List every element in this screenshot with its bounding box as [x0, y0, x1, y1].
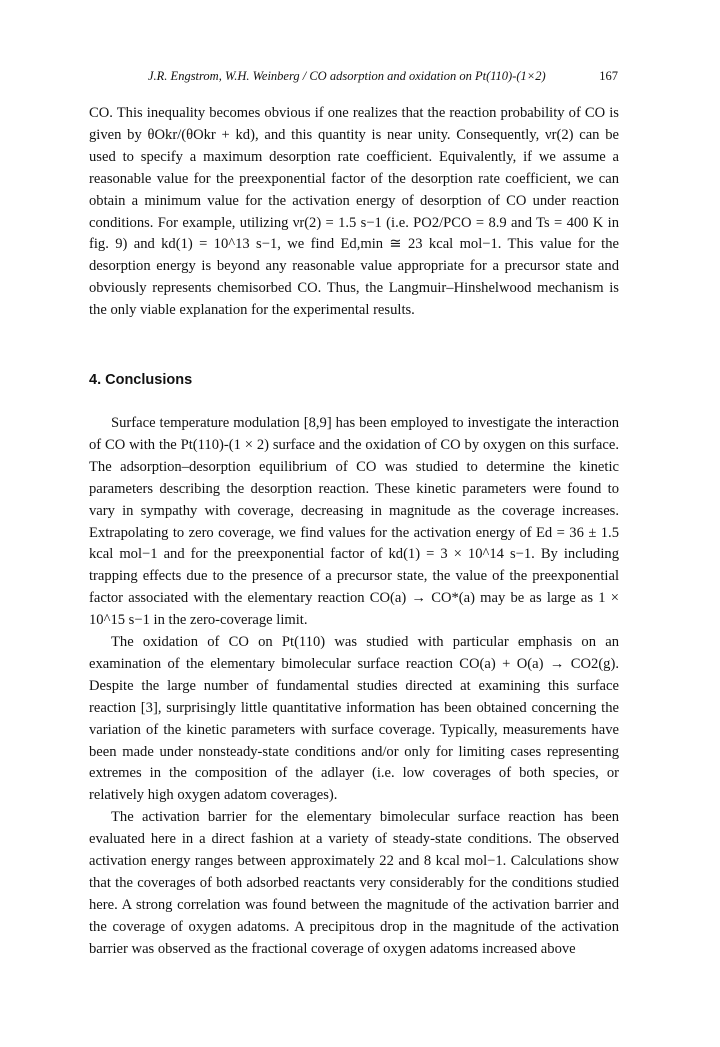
section-heading: 4. Conclusions: [89, 372, 193, 389]
paragraph: Surface temperature modulation [8,9] has been employed to investigate the interaction of CO with the Pt(110)-(1 × 2) surface and the oxidation of CO by oxygen on this surface. The adsorption–desorption equilibrium of CO was studied to determine the kinetic parameters describing the desorption reaction. These kinetic parameters were found to vary in sympathy with coverage, decreasing in magnitude as the coverage increases. Extrapolating to zero coverage, we find values for the activation energy of Ed = 36 ± 1.5 kcal mol−1 and for the preexponential factor of kd(1) = 3 × 10^14 s−1. By including trapping effects due to the presence of a precursor state, the value of the preexponential factor associated with the elementary reaction CO(a) → CO*(a) may be as large as 1 × 10^15 s−1 in the zero-coverage limit.: [89, 414, 619, 629]
running-head: J.R. Engstrom, W.H. Weinberg / CO adsorption and oxidation on Pt(110)-(1×2): [148, 69, 546, 83]
running-header: [148, 69, 618, 87]
paragraph: The activation barrier for the elementary bimolecular surface reaction has been evaluated here in a direct fashion at a variety of steady-state conditions. The observed activation energy ranges between approximately 22 and 8 kcal mol−1. Calculations show that the coverages of both adsorbed reactants very considerably for the conditions studied here. A strong correlation was found between the magnitude of the activation barrier and the coverage of oxygen adatoms. A precipitous drop in the magnitude of the activation barrier was observed as the fractional coverage of oxygen adatoms increased above: [89, 809, 619, 957]
paragraph: CO. This inequality becomes obvious if one realizes that the reaction probability of CO is given by θOkr/(θOkr + kd), and this quantity is near unity. Consequently, νr(2) can be used to specify a maximum desorption rate coefficient. Equivalently, if we assume a reasonable value for the preexponential factor of the desorption rate coefficient, we can obtain a minimum value for the activation energy of desorption of CO under reaction conditions. For example, utilizing νr(2) = 1.5 s−1 (i.e. PO2/PCO = 8.9 and Ts = 400 K in fig. 9) and kd(1) = 10^13 s−1, we find Ed,min ≅ 23 kcal mol−1. This value for the desorption energy is beyond any reasonable value appropriate for a precursor state and obviously represents chemisorbed CO. Thus, the Langmuir–Hinshelwood mechanism is the only viable explanation for the experimental results.: [89, 105, 619, 319]
article-body: [89, 103, 619, 961]
paragraph: The oxidation of CO on Pt(110) was studied with particular emphasis on an examination of the elementary bimolecular surface reaction CO(a) + O(a) → CO2(g). Despite the large number of fundamental studies directed at examining this surface reaction [3], surprisingly little quantitative information has been obtained concerning the variation of the kinetic parameters with surface coverage. Typically, measurements have been made under nonsteady-state conditions and/or only for limiting cases representing extremes in the composition of the adlayer (i.e. low coverages of both species, or relatively high oxygen adatom coverages).: [89, 634, 619, 804]
page-number: 167: [599, 69, 618, 83]
